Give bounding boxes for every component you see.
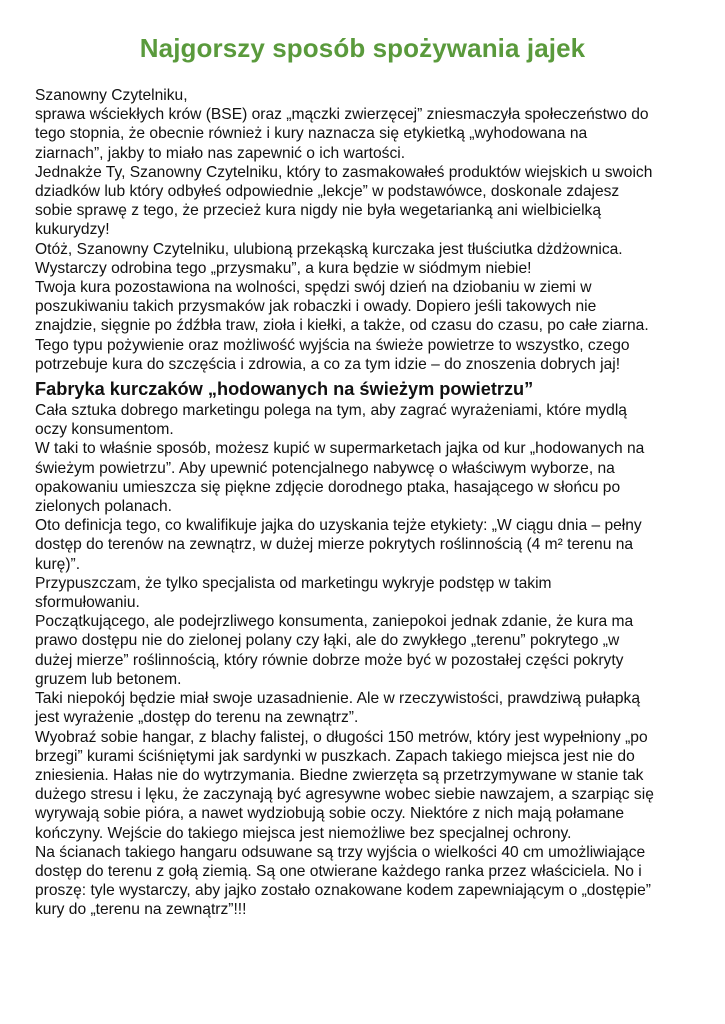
text-line: Otóż, Szanowny Czytelniku, ulubioną przekąską kurczaka jest tłuściutka dżdżownica. — [35, 240, 623, 258]
text-line: Przypuszczam, że tylko specjalista od marketingu wykryje podstęp w takim — [35, 574, 552, 592]
text-line: sobie sprawę z tego, że przecież kura nigdy nie była wegetarianką ani wielbicielką — [35, 202, 602, 220]
text-line: sprawa wściekłych krów (BSE) oraz „mączki zwierzęcej” zniesmaczyła społeczeństwo do — [35, 106, 649, 124]
text-line: kury do „terenu na zewnątrz”!!! — [35, 901, 247, 919]
text-line: Jednakże Ty, Szanowny Czytelniku, który to zasmakowałeś produktów wiejskich u swoich — [35, 163, 653, 181]
text-line: jest wyrażenie „dostęp do terenu na zewnątrz”. — [35, 709, 359, 727]
article-body — [35, 86, 697, 920]
text-line: kurę)”. — [35, 555, 81, 573]
text-line: ziarnach”, jakby to miało nas zapewnić o ich wartości. — [35, 144, 406, 162]
text-line: dostęp do terenów na zewnątrz, w dużej mierze pokrytych roślinnością (4 m² terenu na — [35, 536, 634, 554]
text-line: Tego typu pożywienie oraz możliwość wyjścia na świeże powietrze to wszystko, czego — [35, 336, 630, 354]
text-line: Cała sztuka dobrego marketingu polega na tym, aby zagrać wyrażeniami, które mydlą — [35, 402, 627, 420]
text-line: świeżym powietrzu”. Aby upewnić potencjalnego nabywcę o właściwym wyborze, na — [35, 459, 615, 477]
text-line: Wystarczy odrobina tego „przysmaku”, a kura będzie w siódmym niebie! — [35, 259, 532, 277]
text-line: tego stopnia, że obecnie również i kury naznacza się etykietką „wyhodowana na — [35, 125, 588, 143]
text-line: dziadków lub który odbyłeś odpowiednie „lekcje” w podstawówce, doskonale zdajesz — [35, 183, 620, 201]
text-line: gruzem lub betonem. — [35, 670, 182, 688]
intro-section — [35, 86, 697, 374]
text-line: Początkującego, ale podejrzliwego konsumenta, zaniepokoi jednak zdanie, że kura ma — [35, 613, 634, 631]
text-line: poszukiwaniu takich przysmaków jak robaczki i owady. Dopiero jeśli takowych nie — [35, 298, 597, 316]
text-line: zniesienia. Hałas nie do wytrzymania. Biedne zwierzęta są przetrzymywane w stanie tak — [35, 766, 644, 784]
page-title: Najgorszy sposób spożywania jajek — [139, 33, 586, 63]
text-line: proszę: tyle wystarczy, aby jajko zostało oznakowane kodem zapewniającym o „dostępie” — [35, 882, 651, 900]
text-line: kończyny. Wejście do takiego miejsca jest niemożliwe bez specjalnej ochrony. — [35, 824, 572, 842]
text-line: dostęp do terenu z gołą ziemią. Są one otwierane każdego ranka przez właściciela. No i — [35, 862, 642, 880]
text-line: prawo dostępu nie do zielonej polany czy łąki, ale do zwykłego „terenu” pokrytego „w — [35, 632, 620, 650]
text-line: W taki to właśnie sposób, możesz kupić w supermarketach jajka od kur „hodowanych na — [35, 440, 645, 458]
text-line: sformułowaniu. — [35, 594, 140, 612]
text-line: dużej mierze” roślinnością, który równie dobrze może być w pozostałej części pokryty — [35, 651, 624, 669]
text-line: oczy konsumentom. — [35, 421, 174, 439]
text-line: zielonych polanach. — [35, 498, 172, 516]
text-line: dużego stresu i lęku, że zaczynają być agresywne wobec siebie nawzajem, a szarpiąc się — [35, 786, 654, 804]
text-line: Oto definicja tego, co kwalifikuje jajka do uzyskania tejże etykiety: „W ciągu dnia – pełny — [35, 517, 642, 535]
factory-section — [35, 401, 697, 919]
text-line: brzegi” kurami ściśniętymi jak sardynki w puszkach. Zapach takiego miejsca jest nie do — [35, 747, 635, 765]
text-line: Wyobraź sobie hangar, z blachy falistej, o długości 150 metrów, który jest wypełniony „po — [35, 728, 648, 746]
text-line: Szanowny Czytelniku, — [35, 87, 188, 104]
text-line: Twoja kura pozostawiona na wolności, spędzi swój dzień na dziobaniu w ziemi w — [35, 279, 592, 297]
text-line: wyrywają sobie pióra, a nawet wydziobują sobie oczy. Niektóre z nich mają połamane — [35, 805, 625, 823]
text-line: Taki niepokój będzie miał swoje uzasadnienie. Ale w rzeczywistości, prawdziwą pułapką — [35, 690, 640, 708]
text-line: Na ścianach takiego hangaru odsuwane są trzy wyjścia o wielkości 40 cm umożliwiające — [35, 843, 646, 861]
section-heading: Fabryka kurczaków „hodowanych na świeżym powietrzu” — [35, 379, 534, 400]
text-line: znajdzie, sięgnie po źdźbła traw, zioła i kiełki, a także, od czasu do czasu, po całe ziarna. — [35, 317, 649, 335]
text-line: potrzebuje kura do szczęścia i zdrowia, a co za tym idzie – do znoszenia dobrych jaj! — [35, 355, 621, 373]
text-line: kukurydzy! — [35, 221, 110, 239]
text-line: opakowaniu umieszcza się piękne zdjęcie dorodnego ptaka, hasającego w słońcu po — [35, 478, 621, 496]
